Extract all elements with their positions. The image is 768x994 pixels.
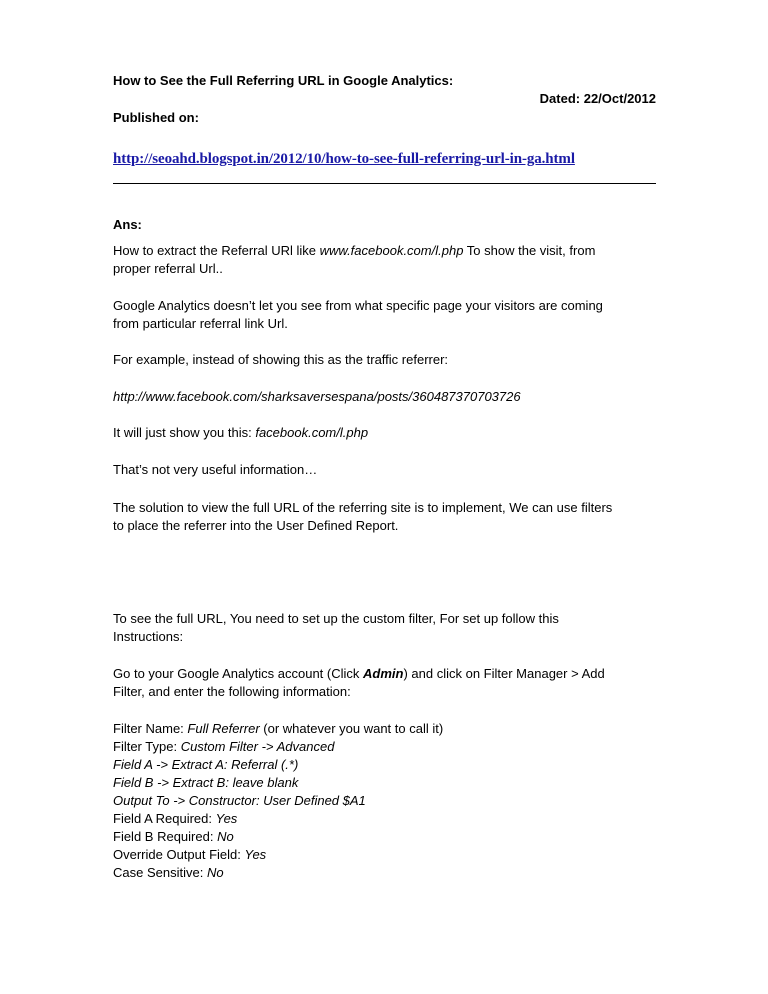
paragraph-line: from particular referral link Url. <box>113 316 288 331</box>
setting-value: Custom Filter -> Advanced <box>180 739 335 754</box>
paragraph-text: To show the visit, from <box>463 243 596 258</box>
setting-field-a: Field A -> Extract A: Referral (.*) <box>113 757 299 772</box>
paragraph-solution <box>113 499 612 535</box>
paragraph-line: Instructions: <box>113 629 184 644</box>
setting-value: Yes <box>215 811 238 826</box>
setting-value: Full Referrer <box>187 721 260 736</box>
full-referrer-url: http://www.facebook.com/sharksaversespana/posts/360487370703726 <box>113 389 521 404</box>
paragraph-steps <box>113 665 605 701</box>
published-label: Published on: <box>113 110 199 125</box>
setting-label: Filter Type: <box>113 739 181 754</box>
setting-note: (or whatever you want to call it) <box>259 721 444 736</box>
setting-label: Field A Required: <box>113 811 216 826</box>
paragraph-short-url <box>113 424 368 442</box>
filter-settings-list <box>113 720 443 882</box>
paragraph-text: How to extract the Referral URl like <box>113 243 320 258</box>
paragraph-comment: That’s not very useful information… <box>113 462 318 477</box>
paragraph-problem <box>113 297 603 333</box>
paragraph-setup <box>113 610 559 646</box>
dated-label: Dated: 22/Oct/2012 <box>539 91 656 106</box>
setting-field-b: Field B -> Extract B: leave blank <box>113 775 299 790</box>
paragraph-example: For example, instead of showing this as the traffic referrer: <box>113 352 449 367</box>
paragraph-intro <box>113 242 595 278</box>
setting-filter-type <box>113 738 443 756</box>
setting-label: Case Sensitive: <box>113 865 207 880</box>
setting-output-to: Output To -> Constructor: User Defined $A1 <box>113 793 366 808</box>
paragraph-line: The solution to view the full URL of the referring site is to implement, We can use filters <box>113 500 613 515</box>
paragraph-line <box>113 242 595 260</box>
setting-field-b-required <box>113 828 443 846</box>
answer-heading: Ans: <box>113 217 142 232</box>
setting-label: Field B Required: <box>113 829 218 844</box>
paragraph-line: To see the full URL, You need to set up the custom filter, For set up follow this <box>113 611 559 626</box>
setting-field-a-required <box>113 810 443 828</box>
setting-case-sensitive <box>113 864 443 882</box>
example-url: www.facebook.com/l.php <box>319 243 464 258</box>
paragraph-line: Google Analytics doesn’t let you see from what specific page your visitors are coming <box>113 298 603 313</box>
setting-label: Override Output Field: <box>113 847 245 862</box>
paragraph-text: It will just show you this: <box>113 425 256 440</box>
paragraph-text: Go to your Google Analytics account (Click <box>113 666 364 681</box>
paragraph-text: ) and click on Filter Manager > Add <box>403 666 605 681</box>
setting-value: Yes <box>244 847 267 862</box>
setting-filter-name <box>113 720 443 738</box>
paragraph-line: Filter, and enter the following information: <box>113 684 351 699</box>
horizontal-divider <box>113 183 656 184</box>
admin-label: Admin <box>363 666 404 681</box>
paragraph-line: to place the referrer into the User Defined Report. <box>113 518 399 533</box>
document-title: How to See the Full Referring URL in Google Analytics: <box>113 73 454 88</box>
setting-override-output <box>113 846 443 864</box>
setting-label: Filter Name: <box>113 721 188 736</box>
source-link[interactable]: http://seoahd.blogspot.in/2012/10/how-to-see-full-referring-url-in-ga.html <box>113 151 575 167</box>
setting-value: No <box>217 829 234 844</box>
paragraph-line: proper referral Url.. <box>113 261 223 276</box>
paragraph-line <box>113 665 605 683</box>
setting-value: No <box>206 865 224 880</box>
short-url: facebook.com/l.php <box>255 425 369 440</box>
